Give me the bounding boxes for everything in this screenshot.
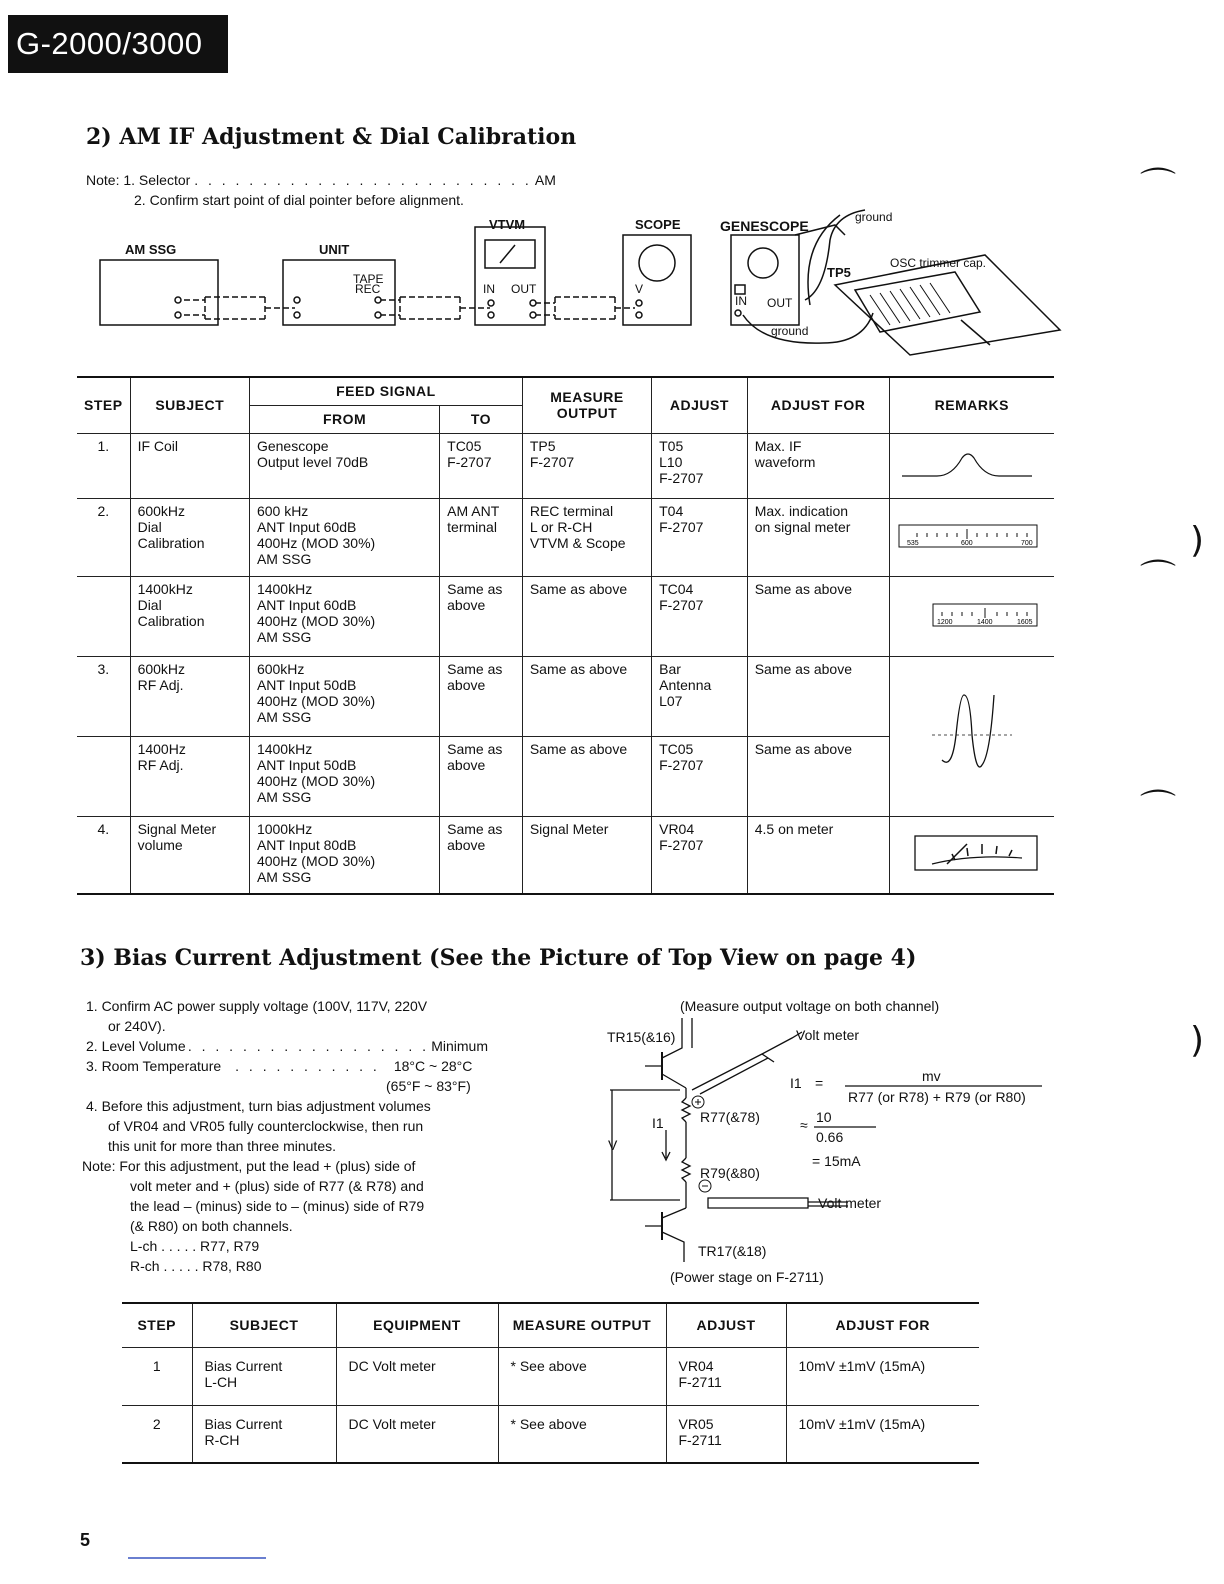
cell-subject: 1400Hz RF Adj.: [130, 736, 249, 816]
footer-rule: [128, 1557, 266, 1559]
circuit-caption-top: (Measure output voltage on both channel): [680, 998, 940, 1014]
cell-adjust-for: Max. IF waveform: [747, 433, 889, 498]
cell-adjust-for: 4.5 on meter: [747, 816, 889, 894]
header-equipment: EQUIPMENT: [336, 1303, 498, 1347]
cell-adjust: TC04 F-2707: [652, 576, 748, 656]
instruction-4c: this unit for more than three minutes.: [108, 1138, 336, 1154]
svg-text:600: 600: [960, 539, 973, 547]
cell-step: 1: [152, 1357, 161, 1374]
v-label: V: [608, 1137, 618, 1153]
rf-waveform-icon: [922, 690, 1022, 780]
volt-meter-plus-label: Volt meter: [796, 1027, 860, 1043]
rch-resistors: R-ch . . . . . R78, R80: [130, 1258, 262, 1274]
table-row: [122, 1405, 979, 1463]
dial-scale-600-icon: [897, 521, 1042, 551]
note-c: the lead – (minus) side to – (minus) side of R79: [130, 1198, 425, 1214]
scope-label: SCOPE: [635, 217, 681, 232]
cell-measure: Same as above: [522, 576, 651, 656]
table-row: [77, 656, 1054, 736]
am-alignment-table: [77, 376, 1054, 895]
note-a: Note: For this adjustment, put the lead + (plus) side of: [82, 1158, 416, 1174]
cell-adjust-for: 10mV ±1mV (15mA): [786, 1347, 979, 1405]
equation-i1: I1: [790, 1075, 802, 1091]
cell-measure: Same as above: [522, 736, 651, 816]
section-2-title: 2) AM IF Adjustment & Dial Calibration: [86, 124, 577, 150]
unit-label: UNIT: [319, 242, 350, 257]
cell-from: 1400kHz ANT Input 50dB 400Hz (MOD 30%) AM SSG: [249, 736, 439, 816]
cell-step: 4.: [97, 820, 110, 837]
rec-label: REC: [355, 282, 381, 296]
model-header: G-2000/3000: [8, 15, 228, 73]
cell-adjust: T04 F-2707: [652, 498, 748, 576]
cell-from: 600kHz ANT Input 50dB 400Hz (MOD 30%) AM SSG: [249, 656, 439, 736]
page-number: 5: [80, 1530, 91, 1550]
equation-numerator-2: 10: [816, 1109, 832, 1125]
table-row: [122, 1347, 979, 1405]
instruction-1a: 1. Confirm AC power supply voltage (100V, 117V, 220V: [86, 998, 428, 1014]
note-1-dots: . . . . . . . . . . . . . . . . . . . . . . . . .: [194, 172, 532, 188]
table-row: [77, 576, 1054, 656]
equation-equals: =: [815, 1075, 824, 1091]
instruction-4b: of VR04 and VR05 fully counterclockwise, then run: [108, 1118, 424, 1134]
cell-to: Same as above: [440, 656, 523, 736]
remarks-dial-600: [889, 498, 1054, 576]
cell-to: TC05 F-2707: [440, 433, 523, 498]
note-1: [86, 170, 556, 190]
instruction-1b: or 240V).: [108, 1018, 166, 1034]
cell-subject: 600kHz Dial Calibration: [130, 498, 249, 576]
bias-circuit-diagram: [600, 1018, 1060, 1268]
cell-measure: TP5 F-2707: [522, 433, 651, 498]
cell-measure: Signal Meter: [522, 816, 651, 894]
cell-step: 2.: [97, 502, 110, 519]
note-label: Note:: [86, 172, 120, 188]
am-ssg-label: AM SSG: [125, 242, 177, 257]
header-from: FROM: [249, 405, 439, 433]
cell-subject: IF Coil: [130, 433, 249, 498]
tape-label: TAPE: [353, 272, 384, 286]
cell-to: AM ANT terminal: [440, 498, 523, 576]
cell-adjust-for: 10mV ±1mV (15mA): [786, 1405, 979, 1463]
cell-adjust: Bar Antenna L07: [652, 656, 748, 736]
dial-scale-1400-icon: [897, 600, 1042, 630]
header-adjust: ADJUST: [666, 1303, 786, 1347]
cell-to: Same as above: [440, 576, 523, 656]
header-adjust-for: ADJUST FOR: [786, 1303, 979, 1347]
note-d: (& R80) on both channels.: [130, 1218, 293, 1234]
cell-step: [77, 576, 130, 656]
equation-denominator-2: 0.66: [816, 1129, 844, 1145]
equation-result: = 15mA: [812, 1153, 861, 1169]
scope-v-label: V: [635, 282, 644, 296]
cell-subject: 600kHz RF Adj.: [130, 656, 249, 736]
cell-adjust-for: Same as above: [747, 656, 889, 736]
header-measure-output: MEASURE OUTPUT: [498, 1303, 666, 1347]
margin-mark: ⌒: [1140, 166, 1177, 207]
note-2: 2. Confirm start point of dial pointer before alignment.: [134, 192, 464, 208]
ground-bottom-label: ground: [771, 324, 809, 338]
header-step: STEP: [77, 377, 130, 433]
genescope-out-label: OUT: [767, 296, 793, 310]
header-to: TO: [440, 405, 523, 433]
tr15-label: TR15(&16): [607, 1029, 676, 1045]
cell-measure: Same as above: [522, 656, 651, 736]
cell-step: 2: [152, 1415, 161, 1432]
margin-mark: ⌒: [1140, 788, 1177, 829]
vtvm-in-label: IN: [483, 282, 495, 296]
cell-subject: Bias Current R-CH: [192, 1405, 336, 1463]
instruction-3: 3. Room Temperature . . . . . . . . . . . 18°C ~ 28°C: [86, 1058, 473, 1074]
cell-subject: Bias Current L-CH: [192, 1347, 336, 1405]
cell-equipment: DC Volt meter: [336, 1347, 498, 1405]
note-1-text: 1. Selector: [123, 172, 191, 188]
volt-meter-minus-label: Volt meter: [818, 1195, 882, 1211]
cell-measure: * See above: [498, 1405, 666, 1463]
i1-label: I1: [652, 1115, 664, 1131]
cell-adjust: TC05 F-2707: [652, 736, 748, 816]
cell-measure: * See above: [498, 1347, 666, 1405]
connection-diagram: [95, 205, 1065, 370]
if-waveform-icon: [897, 444, 1037, 484]
r79-label: R79(&80): [700, 1165, 760, 1181]
equation-denominator: R77 (or R78) + R79 (or R80): [848, 1089, 1026, 1105]
cell-step: [77, 736, 130, 816]
header-adjust: ADJUST: [652, 377, 748, 433]
tp5-label: TP5: [827, 265, 851, 280]
header-subject: SUBJECT: [130, 377, 249, 433]
vtvm-label: VTVM: [489, 217, 526, 232]
equation-numerator: mv: [922, 1068, 941, 1084]
cell-to: Same as above: [440, 816, 523, 894]
osc-trimmer-label: OSC trimmer cap.: [890, 256, 987, 270]
cell-measure: REC terminal L or R-CH VTVM & Scope: [522, 498, 651, 576]
equation-approx: ≈: [800, 1117, 808, 1133]
ground-top-label: ground: [855, 210, 893, 224]
svg-text:1400: 1400: [976, 618, 993, 626]
remarks-if-waveform: [889, 433, 1054, 498]
cell-adjust: T05 L10 F-2707: [652, 433, 748, 498]
note-b: volt meter and + (plus) side of R77 (& R78) and: [130, 1178, 424, 1194]
header-remarks: REMARKS: [889, 377, 1054, 433]
cell-adjust-for: Same as above: [747, 576, 889, 656]
cell-equipment: DC Volt meter: [336, 1405, 498, 1463]
lch-resistors: L-ch . . . . . R77, R79: [130, 1238, 260, 1254]
header-step: STEP: [137, 1317, 177, 1334]
remarks-signal-meter: [889, 816, 1054, 894]
genescope-in-label: IN: [735, 294, 747, 308]
instruction-4a: 4. Before this adjustment, turn bias adjustment volumes: [86, 1098, 431, 1114]
margin-mark: ): [1190, 1020, 1205, 1061]
signal-meter-icon: [897, 832, 1042, 874]
cell-step: 1.: [97, 437, 110, 454]
vtvm-out-label: OUT: [511, 282, 537, 296]
cell-adjust: VR05 F-2711: [666, 1405, 786, 1463]
instruction-2: 2. Level Volume . . . . . . . . . . . . . . . . . . Minimum: [86, 1038, 488, 1054]
cell-adjust: VR04 F-2711: [666, 1347, 786, 1405]
header-adjust-for: ADJUST FOR: [747, 377, 889, 433]
cell-adjust-for: Max. indication on signal meter: [747, 498, 889, 576]
cell-from: Genescope Output level 70dB: [249, 433, 439, 498]
cell-subject: 1400kHz Dial Calibration: [130, 576, 249, 656]
header-measure-output: MEASURE OUTPUT: [522, 377, 651, 433]
instruction-3-fahrenheit: (65°F ~ 83°F): [386, 1078, 471, 1094]
cell-adjust-for: Same as above: [747, 736, 889, 816]
cell-from: 1400kHz ANT Input 60dB 400Hz (MOD 30%) AM SSG: [249, 576, 439, 656]
margin-mark: ): [1190, 520, 1205, 561]
section-3-title: 3) Bias Current Adjustment (See the Picture of Top View on page 4): [80, 945, 917, 971]
svg-text:700: 700: [1020, 539, 1033, 547]
note-1-value: AM: [534, 172, 556, 188]
bias-instructions: [82, 996, 506, 1276]
cell-subject: Signal Meter volume: [130, 816, 249, 894]
am-ssg-box: [100, 260, 218, 325]
genescope-label: GENESCOPE: [720, 218, 809, 234]
header-subject: SUBJECT: [192, 1303, 336, 1347]
scope-box: [623, 235, 691, 325]
remarks-rf-waveform: [889, 656, 1054, 816]
svg-text:1605: 1605: [1016, 618, 1033, 626]
r77-label: R77(&78): [700, 1109, 760, 1125]
tr17-label: TR17(&18): [698, 1243, 767, 1259]
table-row: [77, 498, 1054, 576]
table-row: [77, 816, 1054, 894]
table-row: [77, 433, 1054, 498]
cell-step: 3.: [97, 660, 110, 677]
header-feed-signal: FEED SIGNAL: [249, 377, 522, 405]
bias-adjustment-table: [122, 1302, 979, 1464]
cell-to: Same as above: [440, 736, 523, 816]
remarks-dial-1400: [889, 576, 1054, 656]
svg-text:535: 535: [906, 539, 919, 547]
margin-mark: ⌒: [1140, 558, 1177, 599]
svg-text:1200: 1200: [936, 618, 953, 626]
cell-adjust: VR04 F-2707: [652, 816, 748, 894]
cell-from: 1000kHz ANT Input 80dB 400Hz (MOD 30%) AM SSG: [249, 816, 439, 894]
cell-from: 600 kHz ANT Input 60dB 400Hz (MOD 30%) AM SSG: [249, 498, 439, 576]
circuit-caption-bottom: (Power stage on F-2711): [670, 1269, 824, 1285]
